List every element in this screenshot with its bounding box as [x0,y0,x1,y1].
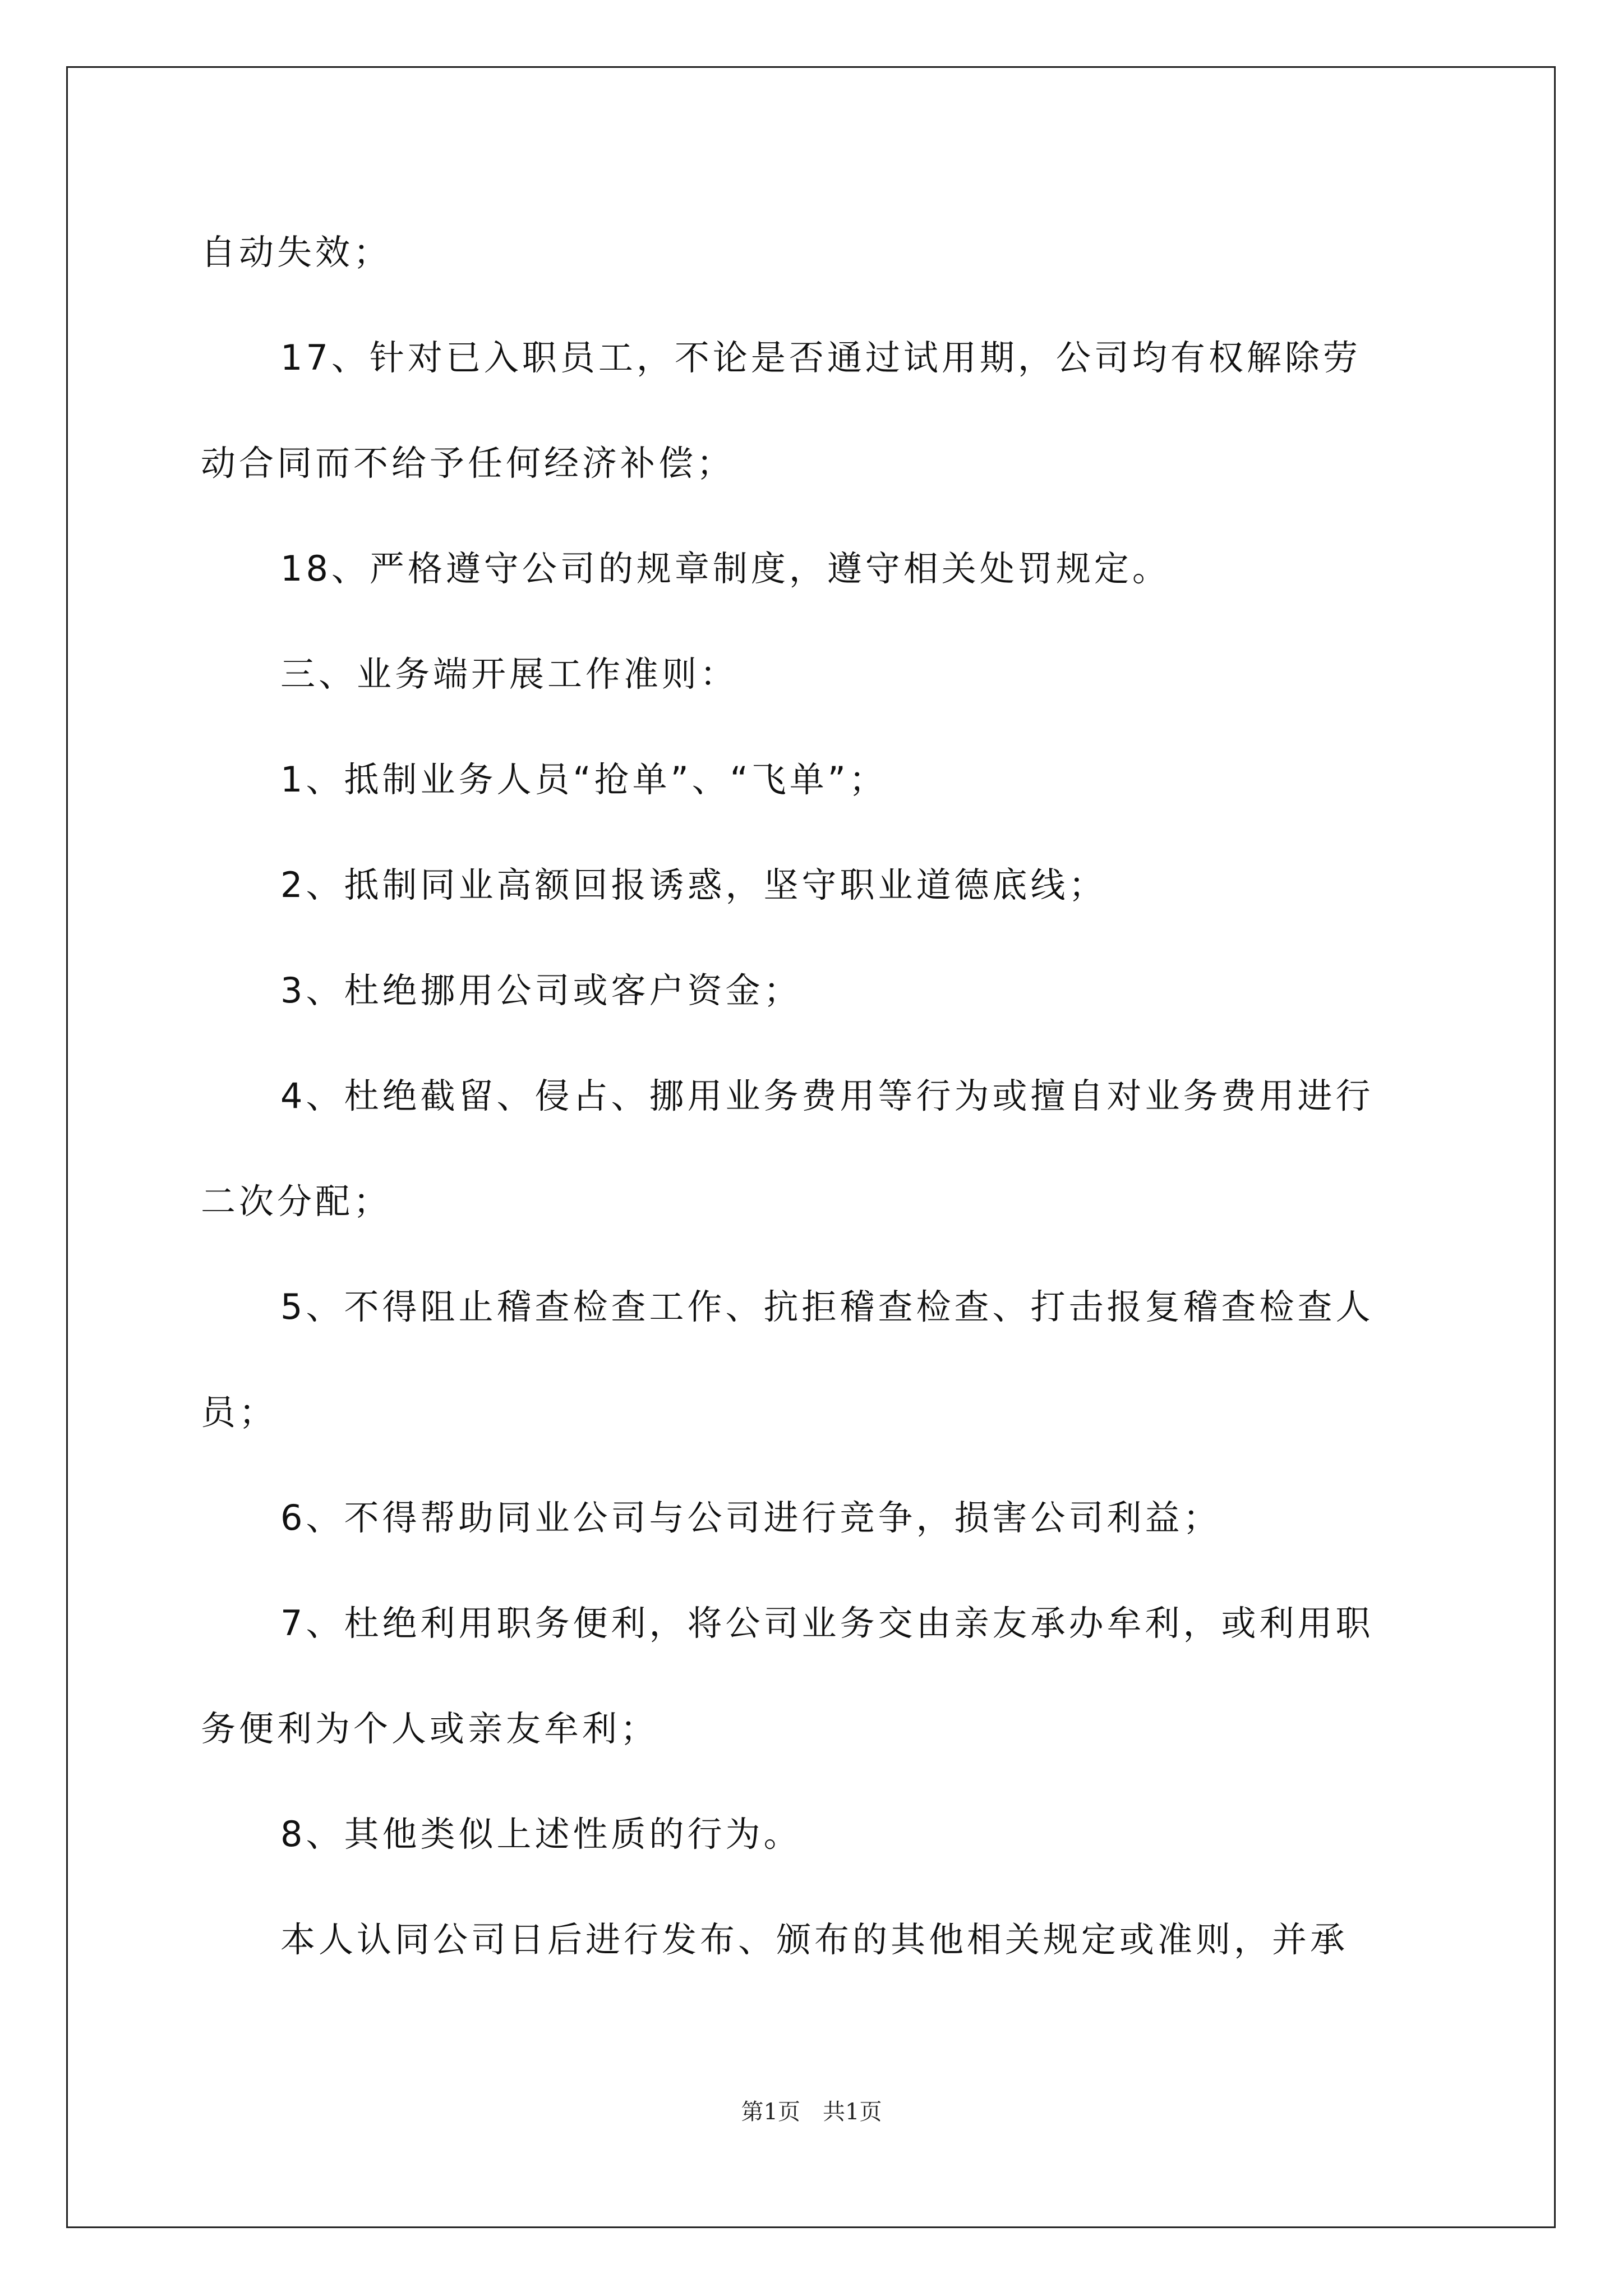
text-line: 3、杜绝挪用公司或客户资金； [280,970,802,1011]
text-line: 动合同而不给予任何经济补偿； [201,443,735,484]
text-line: 5、不得阻止稽查检查工作、抗拒稽查检查、打击报复稽查检查人 [280,1286,1374,1327]
text-line: 2、抵制同业高额回报诱惑，坚守职业道德底线； [280,864,1107,905]
text-line: 6、不得帮助同业公司与公司进行竞争，损害公司利益； [280,1497,1221,1538]
text-line: 二次分配； [201,1181,392,1222]
text-line: 自动失效； [201,232,392,273]
section-heading: 三、业务端开展工作准则： [280,654,739,694]
text-line: 8、其他类似上述性质的行为。 [280,1814,802,1855]
text-line: 17、针对已入职员工，不论是否通过试用期，公司均有权解除劳 [280,337,1361,378]
text-line: 本人认同公司日后进行发布、颁布的其他相关规定或准则，并承 [280,1919,1349,1960]
text-line: 1、抵制业务人员“抢单”、“飞单”； [280,759,887,800]
page-border [66,66,1556,2228]
text-line: 员； [201,1392,278,1433]
text-line: 4、杜绝截留、侵占、挪用业务费用等行为或擅自对业务费用进行 [280,1075,1374,1116]
page-footer: 第1页 共1页 [741,2099,882,2125]
text-line: 7、杜绝利用职务便利，将公司业务交由亲友承办牟利，或利用职 [280,1603,1374,1644]
text-line: 18、严格遵守公司的规章制度，遵守相关处罚规定。 [280,548,1170,589]
text-line: 务便利为个人或亲友牟利； [201,1708,659,1749]
